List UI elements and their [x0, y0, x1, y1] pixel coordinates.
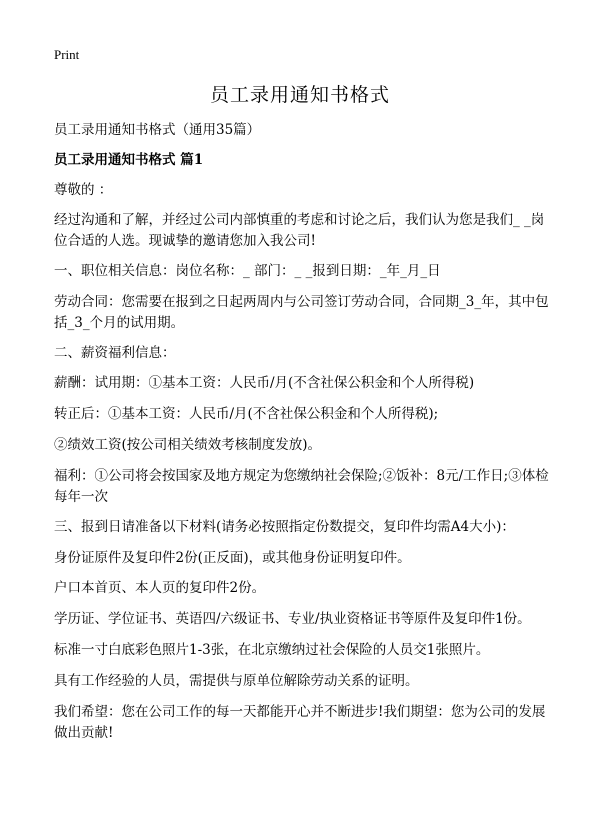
paragraph-closing: 我们希望：您在公司工作的每一天都能开心并不断进步!我们期望：您为公司的发展做出贡献! [54, 704, 546, 741]
section-heading: 员工录用通知书格式 篇1 [54, 152, 204, 168]
paragraph-household-register: 户口本首页、本人页的复印件2份。 [54, 580, 266, 596]
paragraph-probation-salary: 薪酬：试用期：①基本工资：人民币/月(不含社保公积金和个人所得税) [54, 375, 475, 391]
paragraph-id-card: 身份证原件及复印件2份(正反面)，或其他身份证明复印件。 [54, 550, 411, 566]
paragraph-regular-salary: 转正后：①基本工资：人民币/月(不含社保公积金和个人所得税); [54, 406, 439, 422]
paragraph-position-info: 一、职位相关信息：岗位名称：_ 部门：_ _报到日期：_年_月_日 [54, 263, 441, 279]
paragraph-photos: 标准一寸白底彩色照片1-3张，在北京缴纳过社会保险的人员交1张照片。 [54, 642, 490, 658]
paragraph-salary-heading: 二、薪资福利信息： [54, 345, 176, 361]
print-link[interactable]: Print [54, 47, 80, 62]
paragraph-invitation: 经过沟通和了解，并经过公司内部慎重的考虑和讨论之后，我们认为您是我们_ _岗位合适的人选。现诚挚的邀请您加入我公司! [54, 212, 545, 249]
paragraph-labor-contract: 劳动合同：您需要在报到之日起两周内与公司签订劳动合同，合同期_3_年，其中包括_3_个月的试用期。 [54, 294, 549, 331]
paragraph-benefits: 福利：①公司将会按国家及地方规定为您缴纳社会保险;②饭补：8元/工作日;③体检每年一次 [54, 468, 549, 505]
document-subtitle: 员工录用通知书格式（通用35篇） [54, 122, 261, 138]
paragraph-performance-pay: ②绩效工资(按公司相关绩效考核制度发放)。 [54, 437, 322, 453]
paragraph-employment-proof: 具有工作经验的人员，需提供与原单位解除劳动关系的证明。 [54, 673, 419, 689]
paragraph-materials-heading: 三、报到日请准备以下材料(请务必按照指定份数提交，复印件均需A4大小)： [54, 519, 515, 535]
paragraph-certificates: 学历证、学位证书、英语四/六级证书、专业/执业资格证书等原件及复印件1份。 [54, 611, 531, 627]
document-title: 员工录用通知书格式 [209, 84, 390, 106]
paragraph-greeting: 尊敬的 ： [54, 182, 113, 198]
